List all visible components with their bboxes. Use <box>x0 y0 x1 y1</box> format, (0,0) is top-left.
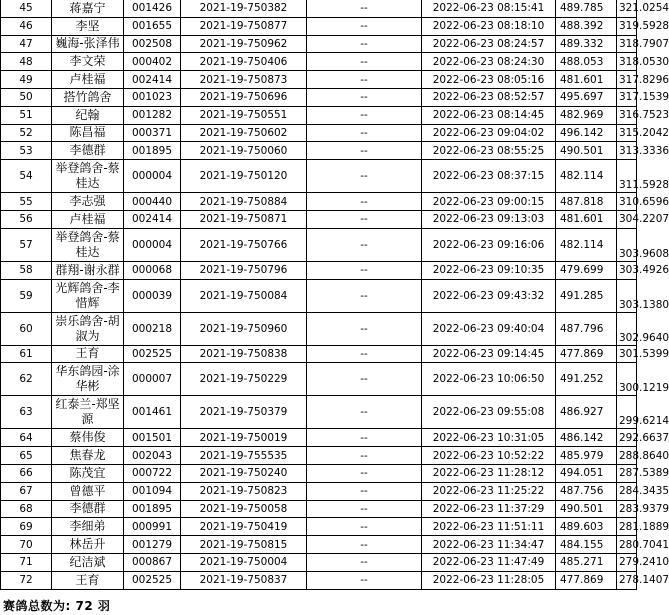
member-id-cell: 000218 <box>124 312 181 345</box>
speed-cell: 292.6637 <box>617 429 637 447</box>
distance-cell: 482.114 <box>556 160 617 193</box>
ring-number-cell: 2021-19-750837 <box>181 571 307 589</box>
ring-number-cell: 2021-19-750766 <box>181 228 307 261</box>
distance-cell: 482.969 <box>556 106 617 124</box>
note-cell: -- <box>307 0 422 17</box>
note-cell: -- <box>307 35 422 53</box>
speed-cell: 317.8296 <box>617 71 637 89</box>
distance-cell: 487.818 <box>556 193 617 211</box>
ring-number-cell: 2021-19-750004 <box>181 553 307 571</box>
rank-cell: 56 <box>1 210 52 228</box>
loft-name-cell: 崇乐鸽舍-胡淑为 <box>52 312 124 345</box>
loft-name-cell: 焦春龙 <box>52 447 124 465</box>
member-id-cell: 000004 <box>124 160 181 193</box>
member-id-cell: 002525 <box>124 345 181 363</box>
arrival-time-cell: 2022-06-23 11:25:22 <box>422 482 556 500</box>
arrival-time-cell: 2022-06-23 11:47:49 <box>422 553 556 571</box>
loft-name-cell: 光辉鸽舍-李惜辉 <box>52 279 124 312</box>
member-id-cell: 002414 <box>124 71 181 89</box>
arrival-time-cell: 2022-06-23 09:13:03 <box>422 210 556 228</box>
table-row <box>1 447 637 465</box>
loft-name-cell: 华东鸽园-涂华彬 <box>52 363 124 396</box>
speed-cell: 281.1889 <box>617 518 637 536</box>
arrival-time-cell: 2022-06-23 09:04:02 <box>422 124 556 142</box>
distance-cell: 479.699 <box>556 261 617 279</box>
arrival-time-cell: 2022-06-23 09:00:15 <box>422 193 556 211</box>
member-id-cell: 001501 <box>124 429 181 447</box>
table-row <box>1 553 637 571</box>
distance-cell: 495.697 <box>556 88 617 106</box>
table-row <box>1 53 637 71</box>
distance-cell: 485.271 <box>556 553 617 571</box>
speed-cell: 319.5928 <box>617 17 637 35</box>
rank-cell: 71 <box>1 553 52 571</box>
member-id-cell: 000402 <box>124 53 181 71</box>
table-row <box>1 396 637 429</box>
table-row <box>1 518 637 536</box>
note-cell: -- <box>307 345 422 363</box>
table-row <box>1 17 637 35</box>
distance-cell: 487.796 <box>556 312 617 345</box>
rank-cell: 62 <box>1 363 52 396</box>
note-cell: -- <box>307 53 422 71</box>
distance-cell: 486.927 <box>556 396 617 429</box>
member-id-cell: 001426 <box>124 0 181 17</box>
member-id-cell: 000007 <box>124 363 181 396</box>
rank-cell: 70 <box>1 536 52 554</box>
arrival-time-cell: 2022-06-23 09:40:04 <box>422 312 556 345</box>
loft-name-cell: 红泰兰-郑坚源 <box>52 396 124 429</box>
table-row <box>1 0 637 17</box>
loft-name-cell: 举登鸽舍-蔡桂达 <box>52 228 124 261</box>
loft-name-cell: 李德群 <box>52 500 124 518</box>
member-id-cell: 000039 <box>124 279 181 312</box>
table-row <box>1 106 637 124</box>
speed-cell: 315.2042 <box>617 124 637 142</box>
ring-number-cell: 2021-19-750962 <box>181 35 307 53</box>
total-pigeons-count: 赛鸽总数为: 72 羽 <box>3 599 111 613</box>
speed-cell: 287.5389 <box>617 464 637 482</box>
rank-cell: 45 <box>1 0 52 17</box>
ring-number-cell: 2021-19-750871 <box>181 210 307 228</box>
distance-cell: 481.601 <box>556 210 617 228</box>
ring-number-cell: 2021-19-750120 <box>181 160 307 193</box>
note-cell: -- <box>307 142 422 160</box>
speed-cell: 278.1407 <box>617 571 637 589</box>
note-cell: -- <box>307 464 422 482</box>
rank-cell: 65 <box>1 447 52 465</box>
member-id-cell: 001655 <box>124 17 181 35</box>
rank-cell: 53 <box>1 142 52 160</box>
loft-name-cell: 举登鸽舍-蔡桂达 <box>52 160 124 193</box>
note-cell: -- <box>307 17 422 35</box>
speed-cell: 303.9608 <box>617 228 637 261</box>
distance-cell: 477.869 <box>556 571 617 589</box>
loft-name-cell: 纪洁斌 <box>52 553 124 571</box>
rank-cell: 52 <box>1 124 52 142</box>
speed-cell: 321.0254 <box>617 0 637 17</box>
member-id-cell: 002043 <box>124 447 181 465</box>
loft-name-cell: 李细弟 <box>52 518 124 536</box>
loft-name-cell: 纪翰 <box>52 106 124 124</box>
loft-name-cell: 曾德平 <box>52 482 124 500</box>
ring-number-cell: 2021-19-750873 <box>181 71 307 89</box>
note-cell: -- <box>307 363 422 396</box>
note-cell: -- <box>307 553 422 571</box>
rank-cell: 60 <box>1 312 52 345</box>
ring-number-cell: 2021-19-750382 <box>181 0 307 17</box>
rank-cell: 67 <box>1 482 52 500</box>
table-row <box>1 500 637 518</box>
loft-name-cell: 林岳升 <box>52 536 124 554</box>
arrival-time-cell: 2022-06-23 08:55:25 <box>422 142 556 160</box>
rank-cell: 55 <box>1 193 52 211</box>
ring-number-cell: 2021-19-750960 <box>181 312 307 345</box>
ring-number-cell: 2021-19-750838 <box>181 345 307 363</box>
member-id-cell: 001279 <box>124 536 181 554</box>
rank-cell: 68 <box>1 500 52 518</box>
rank-cell: 57 <box>1 228 52 261</box>
arrival-time-cell: 2022-06-23 09:16:06 <box>422 228 556 261</box>
speed-cell: 301.5399 <box>617 345 637 363</box>
speed-cell: 279.2410 <box>617 553 637 571</box>
speed-cell: 284.3435 <box>617 482 637 500</box>
loft-name-cell: 李志强 <box>52 193 124 211</box>
speed-cell: 304.2207 <box>617 210 637 228</box>
rank-cell: 61 <box>1 345 52 363</box>
note-cell: -- <box>307 571 422 589</box>
speed-cell: 316.7523 <box>617 106 637 124</box>
arrival-time-cell: 2022-06-23 11:28:05 <box>422 571 556 589</box>
results-table-body <box>1 0 669 589</box>
note-cell: -- <box>307 518 422 536</box>
member-id-cell: 001094 <box>124 482 181 500</box>
member-id-cell: 001895 <box>124 142 181 160</box>
table-row <box>1 35 637 53</box>
distance-cell: 491.252 <box>556 363 617 396</box>
rank-cell: 46 <box>1 17 52 35</box>
distance-cell: 481.601 <box>556 71 617 89</box>
loft-name-cell: 王育 <box>52 571 124 589</box>
table-row <box>1 279 637 312</box>
note-cell: -- <box>307 312 422 345</box>
ring-number-cell: 2021-19-750060 <box>181 142 307 160</box>
rank-cell: 58 <box>1 261 52 279</box>
speed-cell: 303.1380 <box>617 279 637 312</box>
speed-cell: 300.1219 <box>617 363 637 396</box>
distance-cell: 477.869 <box>556 345 617 363</box>
loft-name-cell: 李文荣 <box>52 53 124 71</box>
table-row <box>1 228 637 261</box>
table-row <box>1 71 637 89</box>
arrival-time-cell: 2022-06-23 10:52:22 <box>422 447 556 465</box>
distance-cell: 488.392 <box>556 17 617 35</box>
rank-cell: 66 <box>1 464 52 482</box>
member-id-cell: 000004 <box>124 228 181 261</box>
note-cell: -- <box>307 536 422 554</box>
arrival-time-cell: 2022-06-23 11:28:12 <box>422 464 556 482</box>
distance-cell: 489.332 <box>556 35 617 53</box>
note-cell: -- <box>307 279 422 312</box>
ring-number-cell: 2021-19-750229 <box>181 363 307 396</box>
speed-cell: 299.6214 <box>617 396 637 429</box>
member-id-cell: 001895 <box>124 500 181 518</box>
ring-number-cell: 2021-19-755535 <box>181 447 307 465</box>
ring-number-cell: 2021-19-750796 <box>181 261 307 279</box>
arrival-time-cell: 2022-06-23 08:24:30 <box>422 53 556 71</box>
arrival-time-cell: 2022-06-23 08:05:16 <box>422 71 556 89</box>
ring-number-cell: 2021-19-750551 <box>181 106 307 124</box>
note-cell: -- <box>307 193 422 211</box>
speed-cell: 283.9379 <box>617 500 637 518</box>
arrival-time-cell: 2022-06-23 08:52:57 <box>422 88 556 106</box>
speed-cell: 318.7907 <box>617 35 637 53</box>
arrival-time-cell: 2022-06-23 11:37:29 <box>422 500 556 518</box>
loft-name-cell: 巍海-张泽伟 <box>52 35 124 53</box>
member-id-cell: 001461 <box>124 396 181 429</box>
table-row <box>1 482 637 500</box>
table-row <box>1 312 637 345</box>
table-row <box>1 536 637 554</box>
arrival-time-cell: 2022-06-23 09:55:08 <box>422 396 556 429</box>
loft-name-cell: 陈茂宜 <box>52 464 124 482</box>
table-row <box>1 464 637 482</box>
loft-name-cell: 王育 <box>52 345 124 363</box>
note-cell: -- <box>307 160 422 193</box>
rank-cell: 64 <box>1 429 52 447</box>
speed-cell: 303.4926 <box>617 261 637 279</box>
arrival-time-cell: 2022-06-23 10:31:05 <box>422 429 556 447</box>
distance-cell: 484.155 <box>556 536 617 554</box>
ring-number-cell: 2021-19-750602 <box>181 124 307 142</box>
rank-cell: 63 <box>1 396 52 429</box>
distance-cell: 487.756 <box>556 482 617 500</box>
member-id-cell: 000991 <box>124 518 181 536</box>
speed-cell: 313.3336 <box>617 142 637 160</box>
ring-number-cell: 2021-19-750823 <box>181 482 307 500</box>
ring-number-cell: 2021-19-750084 <box>181 279 307 312</box>
member-id-cell: 002525 <box>124 571 181 589</box>
arrival-time-cell: 2022-06-23 09:10:35 <box>422 261 556 279</box>
note-cell: -- <box>307 482 422 500</box>
loft-name-cell: 搭竹鸽舍 <box>52 88 124 106</box>
rank-cell: 49 <box>1 71 52 89</box>
member-id-cell: 000371 <box>124 124 181 142</box>
distance-cell: 489.603 <box>556 518 617 536</box>
loft-name-cell: 李德群 <box>52 142 124 160</box>
ring-number-cell: 2021-19-750877 <box>181 17 307 35</box>
member-id-cell: 000867 <box>124 553 181 571</box>
table-row <box>1 210 637 228</box>
speed-cell: 317.1539 <box>617 88 637 106</box>
ring-number-cell: 2021-19-750240 <box>181 464 307 482</box>
loft-name-cell: 群翔-谢永群 <box>52 261 124 279</box>
rank-cell: 69 <box>1 518 52 536</box>
speed-cell: 318.0530 <box>617 53 637 71</box>
table-row <box>1 363 637 396</box>
table-row <box>1 571 637 589</box>
rank-cell: 50 <box>1 88 52 106</box>
speed-cell: 311.5928 <box>617 160 637 193</box>
speed-cell: 280.7041 <box>617 536 637 554</box>
loft-name-cell: 蒋嘉宁 <box>52 0 124 17</box>
arrival-time-cell: 2022-06-23 09:14:45 <box>422 345 556 363</box>
rank-cell: 54 <box>1 160 52 193</box>
rank-cell: 59 <box>1 279 52 312</box>
ring-number-cell: 2021-19-750379 <box>181 396 307 429</box>
member-id-cell: 000068 <box>124 261 181 279</box>
note-cell: -- <box>307 396 422 429</box>
table-row <box>1 88 637 106</box>
distance-cell: 485.979 <box>556 447 617 465</box>
arrival-time-cell: 2022-06-23 08:14:45 <box>422 106 556 124</box>
arrival-time-cell: 2022-06-23 10:06:50 <box>422 363 556 396</box>
note-cell: -- <box>307 210 422 228</box>
loft-name-cell: 李坚 <box>52 17 124 35</box>
member-id-cell: 000440 <box>124 193 181 211</box>
table-row <box>1 142 637 160</box>
distance-cell: 496.142 <box>556 124 617 142</box>
note-cell: -- <box>307 106 422 124</box>
member-id-cell: 002414 <box>124 210 181 228</box>
member-id-cell: 001023 <box>124 88 181 106</box>
ring-number-cell: 2021-19-750058 <box>181 500 307 518</box>
note-cell: -- <box>307 88 422 106</box>
rank-cell: 48 <box>1 53 52 71</box>
note-cell: -- <box>307 447 422 465</box>
arrival-time-cell: 2022-06-23 09:43:32 <box>422 279 556 312</box>
arrival-time-cell: 2022-06-23 08:15:41 <box>422 0 556 17</box>
table-row <box>1 124 637 142</box>
distance-cell: 488.053 <box>556 53 617 71</box>
arrival-time-cell: 2022-06-23 11:34:47 <box>422 536 556 554</box>
member-id-cell: 001282 <box>124 106 181 124</box>
rank-cell: 72 <box>1 571 52 589</box>
ring-number-cell: 2021-19-750696 <box>181 88 307 106</box>
loft-name-cell: 卢桂福 <box>52 71 124 89</box>
speed-cell: 310.6596 <box>617 193 637 211</box>
speed-cell: 288.8640 <box>617 447 637 465</box>
arrival-time-cell: 2022-06-23 08:18:10 <box>422 17 556 35</box>
arrival-time-cell: 2022-06-23 11:51:11 <box>422 518 556 536</box>
arrival-time-cell: 2022-06-23 08:24:57 <box>422 35 556 53</box>
loft-name-cell: 蔡伟俊 <box>52 429 124 447</box>
ring-number-cell: 2021-19-750815 <box>181 536 307 554</box>
note-cell: -- <box>307 228 422 261</box>
ring-number-cell: 2021-19-750019 <box>181 429 307 447</box>
note-cell: -- <box>307 124 422 142</box>
rank-cell: 47 <box>1 35 52 53</box>
table-row <box>1 261 637 279</box>
note-cell: -- <box>307 429 422 447</box>
distance-cell: 482.114 <box>556 228 617 261</box>
note-cell: -- <box>307 71 422 89</box>
table-row <box>1 429 637 447</box>
ring-number-cell: 2021-19-750419 <box>181 518 307 536</box>
distance-cell: 491.285 <box>556 279 617 312</box>
note-cell: -- <box>307 261 422 279</box>
table-row <box>1 345 637 363</box>
distance-cell: 490.501 <box>556 142 617 160</box>
distance-cell: 494.051 <box>556 464 617 482</box>
ring-number-cell: 2021-19-750884 <box>181 193 307 211</box>
distance-cell: 490.501 <box>556 500 617 518</box>
ring-number-cell: 2021-19-750406 <box>181 53 307 71</box>
distance-cell: 489.785 <box>556 0 617 17</box>
speed-cell: 302.9640 <box>617 312 637 345</box>
loft-name-cell: 卢桂福 <box>52 210 124 228</box>
distance-cell: 486.142 <box>556 429 617 447</box>
table-row <box>1 160 637 193</box>
member-id-cell: 000722 <box>124 464 181 482</box>
table-row <box>1 193 637 211</box>
note-cell: -- <box>307 500 422 518</box>
member-id-cell: 002508 <box>124 35 181 53</box>
arrival-time-cell: 2022-06-23 08:37:15 <box>422 160 556 193</box>
rank-cell: 51 <box>1 106 52 124</box>
loft-name-cell: 陈昌福 <box>52 124 124 142</box>
